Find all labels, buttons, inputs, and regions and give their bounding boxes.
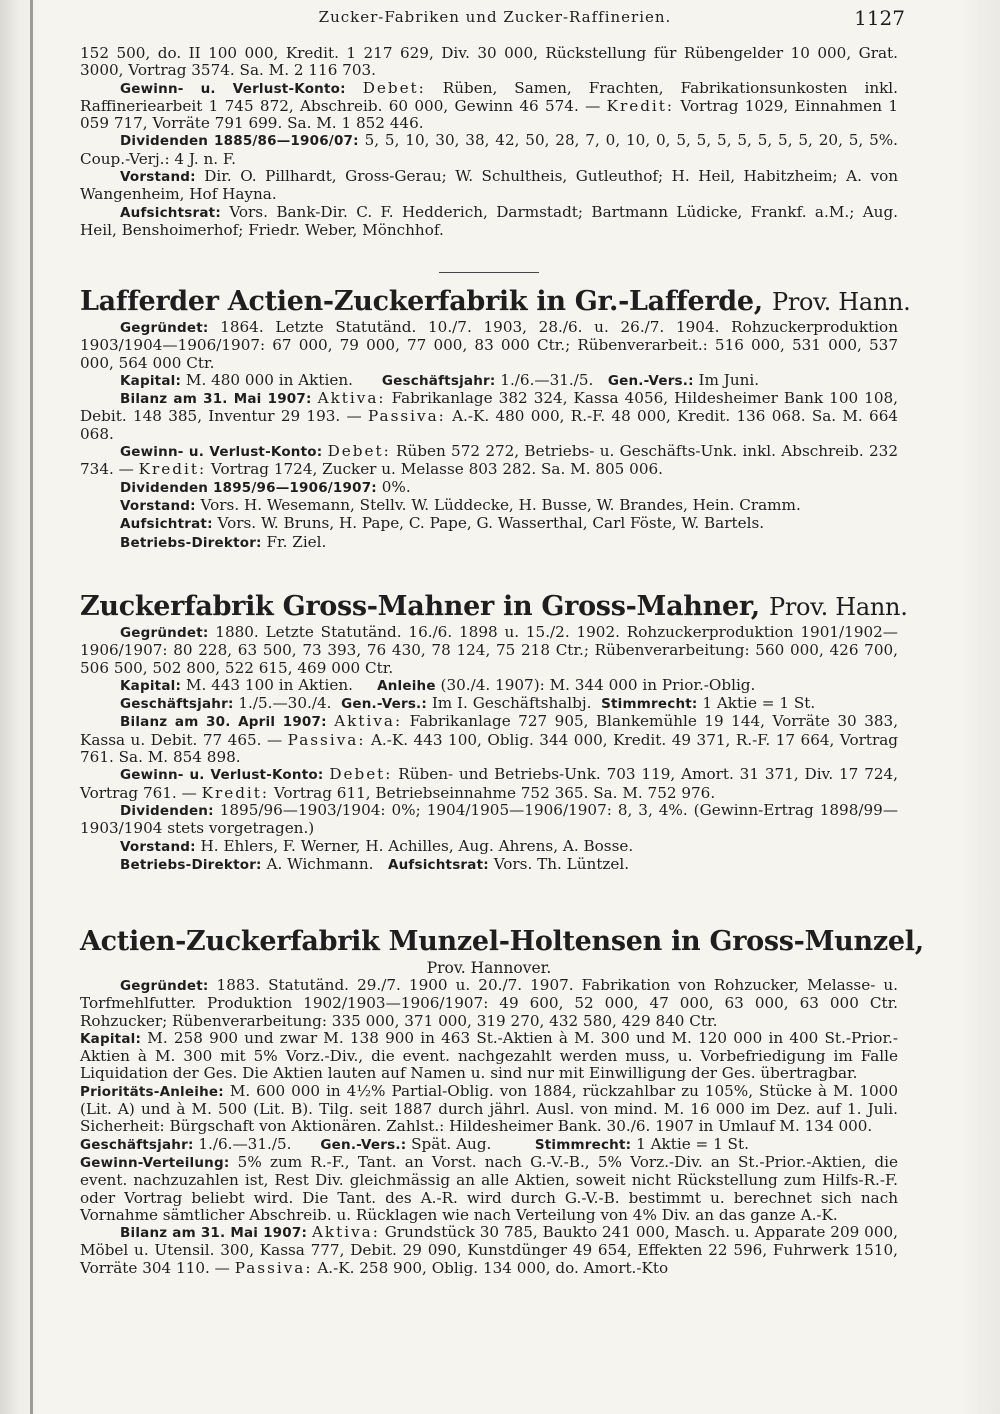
- page-number: 1127: [854, 6, 905, 30]
- entry-province: Prov. Hann.: [769, 593, 908, 621]
- director-text: A. Wichmann.: [266, 854, 374, 873]
- capital-label: Kapital:: [120, 372, 182, 389]
- board-paragraph: [80, 168, 898, 204]
- general-meeting-label: Gen.-Vers.:: [607, 372, 694, 389]
- entry-title-text: Lafferder Actien-Zuckerfabrik in Gr.-Lafferde,: [80, 286, 763, 317]
- founded-text: 1883. Statutänd. 29./7. 1900 u. 20./7. 1907. Fabrikation von Rohzucker, Melasse- u. Torfmehlfutter. Produktion 1902/1903—1906/1907: 49 600, 52 000, 47 000, 63 000, 63 000 Ctr. Rohzucker; Rübenverarbeitung: 335 000, 371 000, 319 270, 432 580, 429 840 Ctr.: [80, 976, 899, 1030]
- general-meeting-label: Gen.-Vers.:: [320, 1136, 407, 1153]
- supervisory-board-label: Aufsichtrat:: [120, 516, 213, 533]
- general-meeting-text: Spät. Aug.: [411, 1134, 492, 1153]
- passiva-label: Passiva:: [367, 407, 446, 426]
- entry-title-text: Zuckerfabrik Gross-Mahner in Gross-Mahner,: [80, 591, 760, 622]
- balance-paragraph: [80, 1224, 898, 1277]
- capital-text: M. 443 100 in Aktien.: [185, 675, 353, 694]
- director-text: Fr. Ziel.: [266, 532, 327, 551]
- profit-distribution-paragraph: [80, 1154, 898, 1224]
- balance-label: Bilanz am 30. April 1907:: [120, 714, 327, 731]
- fiscal-year-label: Geschäftsjahr:: [120, 696, 234, 713]
- dividends-text: 0%.: [381, 477, 411, 496]
- priority-loan-paragraph: [80, 1083, 898, 1136]
- balance-paragraph: [80, 390, 898, 443]
- director-paragraph: [80, 856, 898, 874]
- passiva-text: A.-K. 258 900, Oblig. 134 000, do. Amort.-Kto: [317, 1258, 669, 1277]
- debet-label: Debet:: [329, 765, 393, 784]
- profit-loss-paragraph: [80, 766, 898, 802]
- board-label: Vorstand:: [120, 169, 196, 186]
- general-meeting-label: Gen.-Vers.:: [341, 696, 427, 713]
- fiscal-year-text: 1./6.—31./5.: [198, 1134, 292, 1153]
- founded-text: 1880. Letzte Statutänd. 16./6. 1898 u. 15./2. 1902. Rohzuckerproduktion 1901/1902—1906/1907: 80 228, 63 500, 73 393, 76 430, 78 124, 75 218 Ctr.; Rübenverarbeitung: 560 000, 426 700, 506 500, 502 800, 522 615, 469 000 Ctr.: [80, 623, 898, 677]
- aktiva-text: Grundstück 30 785, Baukto 241 000, Masch. u. Apparate 209 000, Möbel u. Utensil. 300, Kassa 777, Debit. 29 090, Kunstdünger 49 654, Effekten 22 596, Fuhrwerk 1510, Vorräte 304 110. —: [80, 1223, 898, 1277]
- voting-right-label: Stimmrecht:: [601, 696, 698, 713]
- capital-paragraph: [80, 677, 898, 695]
- debet-label: Debet:: [362, 78, 426, 97]
- entry-province: Prov. Hann.: [771, 288, 911, 316]
- general-meeting-text: Im I. Geschäftshalbj.: [431, 694, 592, 713]
- aktiva-label: Aktiva:: [311, 1223, 380, 1242]
- profit-loss-label: Gewinn- u. Verlust-Konto:: [120, 444, 323, 461]
- founded-text: 1864. Letzte Statutänd. 10./7. 1903, 28./6. u. 26./7. 1904. Rohzuckerproduktion 1903/1904—1906/1907: 67 000, 79 000, 77 000, 83 000 Ctr.; Rübenverarbeit.: 516 000, 531 000, 537 000, 564 000 Ctr.: [80, 318, 898, 372]
- entry-gross-mahner: [80, 590, 908, 874]
- entry-lafferder: [80, 285, 911, 552]
- board-label: Vorstand:: [120, 497, 196, 514]
- voting-right-label: Stimmrecht:: [534, 1136, 632, 1153]
- priority-loan-label: Prioritäts-Anleihe:: [80, 1083, 224, 1100]
- board-paragraph: [80, 497, 898, 515]
- profit-loss-label: Gewinn- u. Verlust-Konto:: [120, 80, 346, 97]
- debet-text: Rüben- und Betriebs-Unk. 703 119, Amort. 31 371, Div. 17 724, Vortrag 761. —: [80, 765, 899, 802]
- passiva-label: Passiva:: [287, 730, 366, 749]
- board-text: Dir. O. Pillhardt, Gross-Gerau; W. Schultheis, Gutleuthof; H. Heil, Habitzheim; A. von Wangenheim, Hof Hayna.: [80, 167, 898, 204]
- balance-paragraph: [80, 713, 898, 766]
- founded-paragraph: [80, 624, 898, 677]
- entry-title: [80, 590, 908, 624]
- dividends-label: Dividenden 1895/96—1906/1907:: [120, 479, 377, 496]
- profit-loss-paragraph: [80, 443, 898, 479]
- voting-right-text: 1 Aktie = 1 St.: [702, 694, 816, 713]
- balance-label: Bilanz am 31. Mai 1907:: [120, 1225, 308, 1242]
- priority-loan-text: M. 600 000 in 4½% Partial-Oblig. von 1884, rückzahlbar zu 105%, Stücke à M. 1000 (Lit. A) und à M. 500 (Lit. B). Tilg. seit 1887 durch jährl. Ausl. von mind. M. 16 000 im Dez. auf 1. Juli. Sicherheit: Bürgschaft von Aktionären. Zahlst.: Hildesheimer Bank. 30./6. 1907 in Umlauf M. 134 000.: [80, 1081, 898, 1136]
- capital-text: M. 480 000 in Aktien.: [185, 370, 353, 389]
- voting-right-text: 1 Aktie = 1 St.: [636, 1134, 749, 1153]
- passiva-label: Passiva:: [234, 1258, 313, 1277]
- supervisory-board-text: Vors. Bank-Dir. C. F. Hedderich, Darmstadt; Bartmann Lüdicke, Frankf. a.M.; Aug. Heil, Benshoimerhof; Friedr. Weber, Mönchhof.: [80, 202, 899, 239]
- dividends-text: 1895/96—1903/1904: 0%; 1904/1905—1906/1907: 8, 3, 4%. (Gewinn-Ertrag 1898/99—1903/1904 stets vorgetragen.): [80, 800, 899, 838]
- supervisory-board-label: Aufsichtsrat:: [387, 856, 489, 873]
- capital-paragraph: [80, 372, 898, 390]
- fiscal-year-label: Geschäftsjahr:: [80, 1136, 194, 1153]
- founded-label: Gegründet:: [120, 978, 209, 994]
- aktiva-text: Fabrikanlage 382 324, Kassa 4056, Hildesheimer Bank 100 108, Debit. 148 385, Inventur 29 193. —: [80, 389, 898, 426]
- previous-entry-continuation: [80, 45, 898, 239]
- dividends-label: Dividenden:: [120, 802, 214, 819]
- kredit-label: Kredit:: [606, 96, 675, 115]
- dividends-paragraph: [80, 132, 898, 168]
- aktiva-label: Aktiva:: [317, 389, 386, 408]
- loan-text: (30./4. 1907): M. 344 000 in Prior.-Oblig.: [440, 675, 756, 694]
- passiva-text: A.-K. 443 100, Oblig. 344 000, Kredit. 49 371, R.-F. 17 664, Vortrag 761. Sa. M. 854 898.: [80, 730, 898, 767]
- profit-loss-label: Gewinn- u. Verlust-Konto:: [120, 767, 324, 784]
- kredit-label: Kredit:: [138, 460, 207, 479]
- capital-text: M. 258 900 und zwar M. 138 900 in 463 St.-Aktien à M. 300 und M. 120 000 in 400 St.-Prior.-Aktien à M. 300 mit 5% Vorz.-Div., die event. nachgezahlt werden muss, u. Vorbefriedigung im Falle Liquidation der Ges. Die Aktien lauten auf Namen u. sind nur mit Einwilligung der Ges. übertragbar.: [80, 1028, 899, 1083]
- supervisory-board-paragraph: [80, 204, 898, 240]
- supervisory-board-label: Aufsichtsrat:: [120, 204, 221, 221]
- dividends-text: 5, 5, 10, 30, 38, 42, 50, 28, 7, 0, 10, 0, 5, 5, 5, 5, 5, 5, 5, 20, 5, 5%. Coup.-Verj.: 4 J. n. F.: [80, 131, 899, 168]
- entry-title: [80, 285, 911, 319]
- dividends-label: Dividenden 1885/86—1906/07:: [120, 133, 359, 150]
- profit-loss-paragraph: [80, 80, 898, 133]
- profit-distribution-text: 5% zum R.-F., Tant. an Vorst. nach G.-V.-B., 5% Vorz.-Div. an St.-Prior.-Aktien, die event. nachzuzahlen ist, Rest Div. gleichmässig an alle Aktien, soweit nicht Rückstellung zum Hilfs-R.-F. oder Vortrag beliebt wird. Die Tant. des A.-R. wird durch G.-V.-B. bestimmt u. berechnet sich nach Vornahme sämtlicher Abschreib. u. Rücklagen wie nach Verteilung von 4% Div. an das ganze A.-K.: [80, 1152, 898, 1224]
- kredit-label: Kredit:: [201, 783, 270, 802]
- dividends-paragraph: [80, 479, 898, 497]
- entry-province: Prov. Hannover.: [426, 959, 552, 977]
- founded-paragraph: [80, 977, 898, 1030]
- founded-paragraph: [80, 319, 898, 372]
- aktiva-label: Aktiva:: [334, 712, 403, 731]
- running-header: Zucker-Fabriken und Zucker-Raffinerien.: [318, 8, 672, 26]
- kredit-text: Vortrag 611, Betriebseinnahme 752 365. Sa. M. 752 976.: [273, 783, 716, 802]
- fiscal-year-text: 1./6.—31./5.: [500, 370, 594, 389]
- capital-label: Kapital:: [80, 1030, 142, 1047]
- kredit-text: Vortrag 1724, Zucker u. Melasse 803 282. Sa. M. 805 006.: [210, 460, 663, 479]
- supervisory-board-text: Vors. W. Bruns, H. Pape, C. Pape, G. Wasserthal, Carl Föste, W. Bartels.: [217, 514, 765, 533]
- founded-label: Gegründet:: [120, 625, 209, 641]
- kredit-text: Vortrag 1029, Einnahmen 1 059 717, Vorräte 791 699. Sa. M. 1 852 446.: [80, 96, 899, 133]
- debet-text: Rüben 572 272, Betriebs- u. Geschäfts-Unk. inkl. Abschreib. 232 734. —: [80, 442, 898, 479]
- director-label: Betriebs-Direktor:: [120, 534, 262, 551]
- fiscal-paragraph: [80, 695, 898, 713]
- capital-paragraph: [80, 1030, 898, 1083]
- supervisory-board-text: Vors. Th. Lüntzel.: [493, 854, 630, 873]
- supervisory-board-paragraph: [80, 515, 898, 533]
- director-paragraph: [80, 534, 898, 552]
- fiscal-year-text: 1./5.—30./4.: [238, 694, 332, 713]
- entry-munzel-holtensen: [80, 925, 924, 1277]
- balance-label: Bilanz am 31. Mai 1907:: [120, 391, 312, 408]
- board-text: Vors. H. Wesemann, Stellv. W. Lüddecke, H. Busse, W. Brandes, Hein. Cramm.: [200, 495, 801, 514]
- capital-label: Kapital:: [120, 677, 182, 694]
- fiscal-year-label: Geschäftsjahr:: [381, 372, 496, 389]
- board-label: Vorstand:: [120, 838, 196, 855]
- balance-continuation: 152 500, do. II 100 000, Kredit. 1 217 629, Div. 30 000, Rückstellung für Rübengelder 10 000, Grat. 3000, Vortrag 3574. Sa. M. 2 116 703.: [80, 44, 898, 80]
- founded-label: Gegründet:: [120, 320, 209, 336]
- entry-title: Actien-Zuckerfabrik Munzel-Holtensen in Gross-Munzel,: [80, 926, 924, 957]
- separator-1: [80, 272, 898, 273]
- general-meeting-text: Im Juni.: [698, 370, 760, 389]
- dividends-paragraph: [80, 802, 898, 838]
- fiscal-paragraph: [80, 1136, 898, 1154]
- aktiva-text: Fabrikanlage 727 905, Blankemühle 19 144, Vorräte 30 383, Kassa u. Debit. 77 465. —: [80, 712, 899, 749]
- debet-text: Rüben, Samen, Frachten, Fabrikationsunkosten inkl. Raffineriearbeit 1 745 872, Abschreib. 60 000, Gewinn 46 574. —: [80, 78, 898, 115]
- loan-label: Anleihe: [377, 677, 436, 694]
- passiva-text: A.-K. 480 000, R.-F. 48 000, Kredit. 136 068. Sa. M. 664 068.: [80, 407, 899, 443]
- binding-edge: [30, 0, 33, 1414]
- profit-distribution-label: Gewinn-Verteilung:: [80, 1154, 230, 1171]
- director-label: Betriebs-Direktor:: [120, 856, 262, 873]
- board-text: H. Ehlers, F. Werner, H. Achilles, Aug. Ahrens, A. Bosse.: [200, 836, 634, 855]
- debet-label: Debet:: [327, 442, 391, 461]
- board-paragraph: [80, 838, 898, 856]
